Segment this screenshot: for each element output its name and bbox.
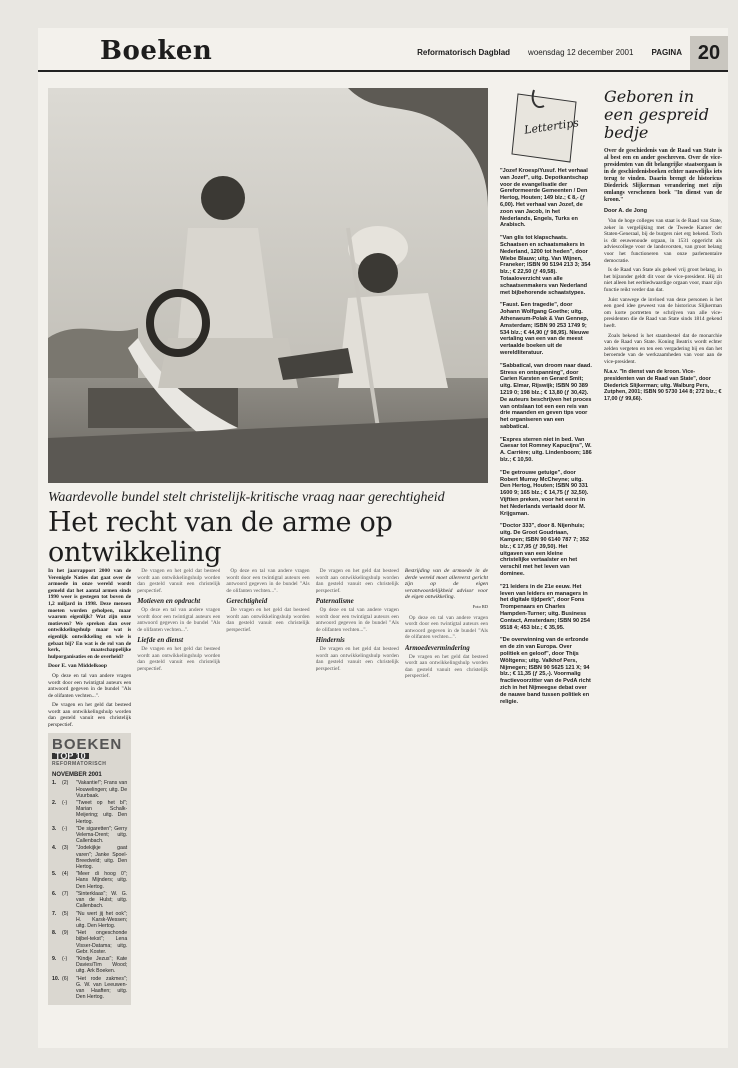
article-paragraph: Op deze en tal van andere vragen wordt door een twintigtal auteurs een antwoord gegeven in de bundel "Als de olifanten vechten...". — [315, 606, 399, 633]
top10-previous-rank: (-) — [62, 825, 68, 832]
article-paragraph: Op deze en tal van andere vragen wordt door een twintigtal auteurs een antwoord gegeven in de bundel "Als de olifanten vechten...". — [226, 568, 310, 594]
top10-rank: 1. — [52, 780, 57, 787]
article-paragraph: Op deze en tal van andere vragen wordt door een twintigtal auteurs een antwoord gegeven in de bundel "Als de olifanten vechten...". — [137, 606, 221, 633]
article-column-5 — [405, 568, 488, 1038]
subheading: Liefde en dienst — [137, 636, 184, 645]
top10-month: NOVEMBER 2001 — [52, 771, 102, 778]
subheading: Gerechtigheid — [226, 597, 268, 606]
top10-logo: BOEKEN TOP 10 REFORMATORISCH — [52, 735, 123, 768]
lettertip-item: "Doctor 333", door 8. Nijenhuis; uitg. De Groot Goudriaan, Kampen; ISBN 90 6140 787 7; 352 blz.; € 17,95 (ƒ 39,50). Het uitgaven van een kleine christelijke vertaalster en het verschil met het leven van dominee. — [500, 523, 589, 578]
page-number: 20 — [690, 36, 728, 70]
top10-title: "De sigaretten"; Gerry Velema-Drent; uitg. Callenbach. — [76, 825, 128, 845]
review-body — [604, 218, 722, 365]
top10-list — [52, 780, 127, 1000]
top10-previous-rank: (-) — [62, 955, 68, 962]
lettertips-column — [500, 88, 592, 1038]
newspaper-name: Reformatorisch Dagblad — [417, 48, 511, 57]
top10-previous-rank: (5) — [62, 910, 69, 917]
review-lead: Over de geschiedenis van de Raad van State is al best een en ander geschreven. Over de vice-presidenten van dit belangrijke staatsorgaan is in de geschiedenisboeken echter nauwelijks iets terug te vinden. Daarin brengt de historicus Diederick Slijkerman verandering met zijn omlangs verschenen boek "In dienst van de kroon." — [604, 148, 722, 203]
photo-caption: Bestrijding van de armoede in de derde wereld moet allereerst gericht zijn op de eigen verantwoordelijkheid advisor voor de eigen ontwikkeling. — [404, 568, 489, 601]
review-footnote: N.a.v. "In dienst van de kroon. Vice-presidenten van de Raad van State", door Diederick Slijkerman; uitg. Walburg Pers, Zutphen, 2001; ISBN 90 5730 144 8; 272 blz.; € 17,00 (ƒ 99,66). — [604, 369, 722, 402]
article-column-4 — [316, 568, 399, 1038]
top10-rank: 10. — [52, 975, 60, 982]
top10-title: "Jodekijkje gaat varen"; Janke Spoel-Breedveld; uitg. Den Hertog. — [76, 845, 128, 871]
top10-item — [52, 800, 127, 825]
article-intro: In het jaarrapport 2000 van de Verenigde Naties dat gaat over de armoede in onze wereld wordt gemeld dat het aantal armen sinds 1990 weer is gestegen tot boven de 1,2 miljard in 1998. Deze mensen moeten worden geholpen, maar waarom eigenlijk? Wat zijn onze motieven? We spreken dan over ontwikkelingshulp maar wat is eigenlijk ontwikkeling en wie is gebaat bij? En wat is de rol van de kerk, maatschappelijke hulporganisaties en de overheid? — [48, 568, 132, 660]
lettertips-list — [500, 168, 592, 705]
top10-previous-rank: (6) — [62, 975, 69, 982]
article-column-1 — [48, 568, 131, 1038]
subheading: Hindernis — [315, 636, 345, 645]
article-paragraph: De vragen en het geld dat besteed wordt aan ontwikkelingshulp worden dan gesteld vanuit een christelijk perspectief. — [226, 606, 310, 633]
lettertip-item: "Expres sterren niet in bed. Van Caesar tot Romney Kapucijns", W. A. Carrière; uitg. Lindenboom; 186 blz.; € 10,50. — [500, 436, 592, 464]
article-paragraph: Op deze en tal van andere vragen wordt door een twintigtal auteurs een antwoord gegeven in de bundel "Als de olifanten vechten...". — [404, 614, 489, 641]
photo-credit: Foto RD — [472, 603, 489, 609]
subheading: Armoedevermindering — [404, 643, 470, 652]
top10-previous-rank: (3) — [62, 845, 69, 852]
section-title: Boeken — [100, 36, 213, 66]
lettertip-item: "Jozef Kroesp/Yusuf. Het verhaal van Jozef", uitg. Depotkantschap voor de evangelisatie der Gereformeerde Gemeenten / Den Hertog, Houten; 149 blz.; € 8,- (ƒ 6,00). Het verhaal van Jozef, de zoon van Jacob, in het Nederlands, Engels, Turks en Arabisch. — [500, 168, 589, 229]
article-body — [48, 568, 488, 1038]
subheading: Paternalisme — [315, 597, 354, 606]
article-paragraph: De vragen en het geld dat besteed wordt aan ontwikkelingshulp worden dan gesteld vanuit een christelijk perspectief. — [137, 568, 221, 594]
top10-rank: 7. — [52, 910, 57, 917]
header-meta — [417, 48, 682, 57]
lettertip-item: "Sabbatical, van droom naar daad. Stress en ontspanning", door Carien Karsten en Gerard Smit; uitg. Elmar, Rijswijk; ISBN 90 389 1219 0; 198 blz.; € 13,80 (ƒ 30,42). De auteurs beschrijven het proces van ontslaan tot een een reis van drie maanden en geven tips voor het organiseren van een sabbatical. — [500, 362, 592, 430]
top10-previous-rank: (7) — [62, 890, 69, 897]
lettertip-item: "Van glis tot klapschaats. Schaatsen en schaatsmakers in Nederland, 1200 tot heden", door Wiebe Blauw; uitg. Van Wijnen, Franeker; ISBN 90 5194 213 3; 354 blz.; € 22,50 (ƒ 49,58). Totaaloverzicht van alle schaatsenmakers van Nederland met bijbehorende schaatstypes. — [500, 235, 591, 296]
review-paragraph: Zoals bekend is het staatsbestel dat de monarchie van de Raad van State. Koning Beatrix wordt echter zelden vergeten en ten een vergadering bij en dan het beroemde van de werkzaamheden van voor aan de vice-president. — [604, 332, 722, 365]
article-subtitle: Waardevolle bundel stelt christelijk-kritische vraag naar gerechtigheid — [48, 490, 445, 505]
review-column — [604, 88, 722, 1038]
top10-box — [48, 733, 131, 1006]
lettertip-item: "De getrouwe getuige", door Robert Murray McCheyne; uitg. Den Hertog, Houten; ISBN 90 331 1600 9; 165 blz.; € 14,75 (ƒ 32,50). Vijftien preken, voor het eerst in het Nederlands vertaald door M. Krijgsman. — [500, 469, 589, 517]
top10-item — [52, 911, 127, 930]
review-paragraph: Juist vanwege de invloed van deze personen is het een goed idee geweest van de historicus Slijkerman om korte portretten te schrijven van alle vice-presidenten die de Raad van State sinds 1814 gekend heeft. — [604, 296, 722, 329]
lettertips-logo — [500, 88, 592, 168]
article-paragraph: De vragen en het geld dat besteed wordt aan ontwikkelingshulp worden dan gesteld vanuit een christelijk perspectief. — [48, 702, 132, 729]
newspaper-page — [38, 28, 728, 1048]
top10-previous-rank: (9) — [62, 930, 69, 937]
article-paragraph: De vragen en het geld dat besteed wordt aan ontwikkelingshulp worden dan gesteld vanuit een christelijk perspectief. — [315, 568, 399, 594]
top10-title: "Het rode zakmes"; G. W. van Leeuwen-van Haaften; uitg. Den Hertog. — [76, 975, 128, 1001]
top10-title: "Meer di hoog 0"; Hans Mijnders; uitg. Den Hertog. — [76, 871, 128, 890]
top10-previous-rank: (4) — [62, 871, 69, 878]
article-byline: Door E. van Middelkoop — [48, 663, 107, 670]
issue-date: woensdag 12 december 2001 — [528, 48, 634, 57]
subheading: Motieven en opdracht — [137, 597, 201, 606]
top10-rank: 6. — [52, 890, 57, 897]
article-column-2 — [137, 568, 220, 1038]
top10-title: "Tweet op het bl"; Marian Schalk-Meijering; uitg. Den Hertog. — [76, 800, 128, 825]
article-paragraph: De vragen en het geld dat besteed wordt aan ontwikkelingshulp worden dan gesteld vanuit een christelijk perspectief. — [315, 645, 399, 672]
top10-item — [52, 930, 127, 955]
article-paragraph: De vragen en het geld dat besteed wordt aan ontwikkelingshulp worden dan gesteld vanuit een christelijk perspectief. — [137, 645, 221, 672]
top10-item — [52, 845, 127, 870]
review-paragraph: Van de hoge colleges van staat is de Raad van State, zeker in vergelijking met de Tweede Kamer der Staten-Generaal, bij de burgers niet erg bekend. Toch is dit eeuwenoude orgaan, in 1531 opgericht als adviescollege voor de landsvorsten, van groot belang voor het functioneren van onze parlementaire democratie. — [604, 218, 722, 264]
review-headline: Geboren in een gespreid bedje — [604, 88, 709, 142]
top10-title: "Kindje Jezus"; Kate Davies/Tim Wood; uitg. Ark Boeken. — [76, 955, 128, 975]
top10-item — [52, 871, 127, 890]
top10-title: "Sinterklaas"; W. G. van de Hulst; uitg. Callenbach. — [76, 890, 128, 910]
page-label: PAGINA — [651, 48, 682, 57]
top10-item — [52, 826, 127, 845]
top10-item — [52, 780, 127, 799]
article-photo — [48, 88, 488, 483]
lettertip-item: "Faust. Een tragedie", door Johann Wolfgang Goethe; uitg. Athenaeum-Polak & Van Gennep, Amsterdam; ISBN 90 253 1749 9; 534 blz.; € 44,90 (ƒ 98,95). Nieuwe vertaling van een van de meest vertaalde boeken uit de wereldliteratuur. — [500, 302, 589, 356]
article-column-3 — [226, 568, 309, 1038]
headline-block — [48, 490, 488, 568]
top10-title: "Nu wert jij het ook"; H. Karsk-Wessen; uitg. Den Hertog. — [76, 910, 128, 929]
article-paragraph: Op deze en tal van andere vragen wordt door een twintigtal auteurs een antwoord gegeven in de bundel "Als de olifanten vechten...". — [48, 672, 132, 699]
top10-title: "Het ongeschonde bijbel-tekst"; Lena Visser-Datama; uitg. Gebr. Koster. — [76, 930, 128, 955]
top10-rank: 5. — [52, 871, 57, 878]
top10-title: "Vakantie!"; Frans van Houwelingen; uitg. De Vuurbaak. — [76, 780, 128, 799]
top10-rank: 2. — [52, 800, 57, 807]
article-paragraph: De vragen en het geld dat besteed wordt aan ontwikkelingshulp worden dan gesteld vanuit een christelijk perspectief. — [404, 653, 489, 680]
top10-rank: 8. — [52, 930, 57, 937]
review-byline: Door A. de Jong — [604, 208, 647, 214]
top10-previous-rank: (2) — [62, 780, 69, 787]
top10-previous-rank: (-) — [62, 800, 68, 807]
masthead — [38, 28, 728, 72]
top10-item — [52, 891, 127, 910]
top10-item — [52, 976, 127, 1001]
top10-rank: 3. — [52, 825, 57, 832]
article-headline: Het recht van de arme op ontwikkeling — [48, 507, 393, 568]
lettertips-title: Lettertips — [523, 116, 580, 137]
review-paragraph: Is de Raad van State als geheel vrij groot belang, in het bijzonder geldt dit voor de vice-president. Hij zit niet alleen het eerbiedwaardige orgaan voor, maar zijn functie reikt verder dan dat. — [604, 267, 722, 293]
top10-item — [52, 956, 127, 975]
lettertip-item: "De overwinning van de erfzonde en de zin van Europa. Over politiek en geloof", door Thijs Wöltgens; uitg. Valkhof Pers, Nijmegen; ISBN 90 5625 121 X; 94 blz.; € 11,35 (ƒ 25,-). Voormalig fractievoorzitter van de PvdA richt zich in het Nijmeegse debat over de nauwe band tussen politiek en religie. — [500, 637, 591, 705]
lettertip-item: "21 leiders in de 21e eeuw. Het leven van leiders en managers in het digitale tijdperk", door Fons Trompenaars en Charles Hampden-Turner; uitg. Business Contact, Amsterdam; ISBN 90 254 9518 4; 453 blz.; € 35,95. — [500, 583, 590, 631]
top10-rank: 4. — [52, 845, 57, 852]
top10-rank: 9. — [52, 955, 57, 962]
